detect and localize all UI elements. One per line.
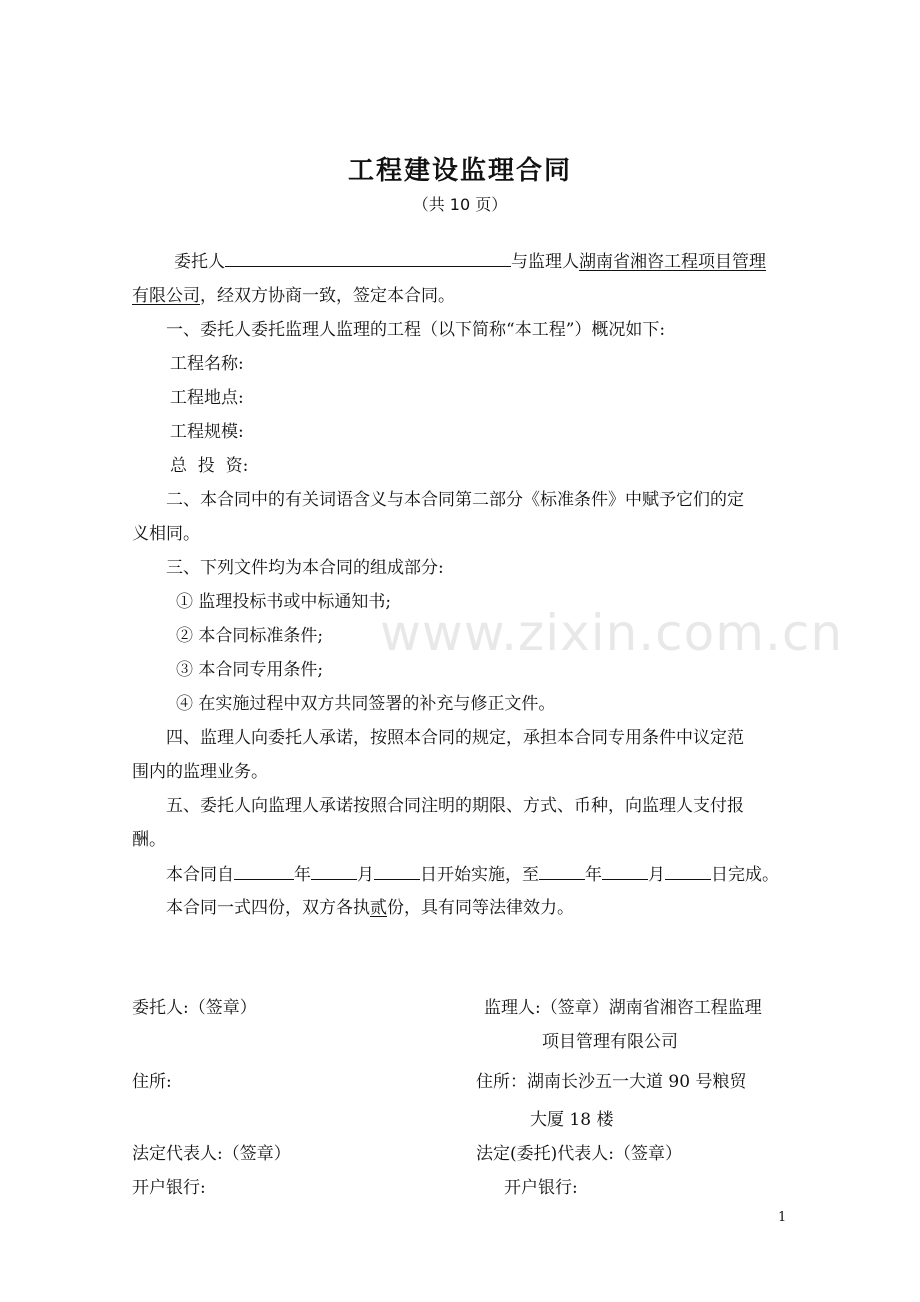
copies-count: 贰	[370, 898, 387, 918]
copies-after: 份，具有同等法律效力。	[387, 898, 574, 918]
intro-line-1	[174, 250, 766, 273]
term-end-month-label: 月	[648, 865, 665, 885]
term-end-year-label: 年	[585, 865, 602, 885]
supervisor-name-part1: 湖南省湘咨工程项目管理	[579, 252, 766, 272]
field-project-location: 工程地点:	[170, 388, 244, 408]
term-month-label: 月	[357, 865, 374, 885]
supervisor-seal-label-line-1: 监理人:（签章）湖南省湘咨工程监理	[484, 998, 762, 1018]
document-subtitle: （共 10 页）	[412, 195, 508, 214]
start-day-blank	[374, 863, 420, 880]
clause-3-item-1: ① 监理投标书或中标通知书;	[176, 592, 392, 612]
clause-5-line-2: 酬。	[132, 830, 166, 850]
client-name-blank	[225, 250, 511, 267]
clause-2-line-2: 义相同。	[132, 524, 200, 544]
copies-line	[166, 897, 574, 919]
watermark-text: www.zixin.com.cn	[380, 604, 844, 662]
intro-mid-text: 与监理人	[511, 252, 579, 272]
end-day-blank	[665, 863, 711, 880]
clause-2-line-1: 二、本合同中的有关词语含义与本合同第二部分《标准条件》中赋予它们的定	[166, 490, 744, 510]
page-number: 1	[778, 1210, 787, 1225]
client-address-label: 住所:	[132, 1072, 172, 1092]
field-total-investment: 总 投 资:	[170, 456, 249, 476]
field-project-name: 工程名称:	[170, 354, 244, 374]
supervisor-name-part2: 有限公司	[132, 286, 200, 306]
supervisor-address-line-1: 住所：湖南长沙五一大道 90 号粮贸	[476, 1072, 747, 1092]
supervisor-rep-label: 法定(委托)代表人:（签章）	[476, 1144, 682, 1164]
field-project-scale: 工程规模:	[170, 422, 244, 442]
supervisor-address-line-2: 大厦 18 楼	[530, 1110, 614, 1130]
term-year-label: 年	[294, 865, 311, 885]
clause-4-line-2: 围内的监理业务。	[132, 762, 268, 782]
clause-4-line-1: 四、监理人向委托人承诺，按照本合同的规定，承担本合同专用条件中议定范	[166, 728, 744, 748]
clause-1-heading: 一、委托人委托监理人监理的工程（以下简称“本工程”）概况如下:	[166, 320, 666, 340]
end-month-blank	[602, 863, 648, 880]
contract-term-line	[166, 863, 779, 886]
intro-line-2	[132, 285, 455, 307]
document-title: 工程建设监理合同	[347, 156, 572, 186]
clause-5-line-1: 五、委托人向监理人承诺按照合同注明的期限、方式、币种，向监理人支付报	[166, 796, 744, 816]
client-bank-label: 开户银行:	[132, 1178, 206, 1198]
client-rep-label: 法定代表人:（签章）	[132, 1144, 291, 1164]
client-label: 委托人	[174, 252, 225, 272]
clause-3-heading: 三、下列文件均为本合同的组成部分:	[166, 558, 444, 578]
supervisor-seal-label-line-2: 项目管理有限公司	[542, 1032, 678, 1052]
copies-before: 本合同一式四份，双方各执	[166, 898, 370, 918]
term-prefix: 本合同自	[166, 865, 234, 885]
supervisor-bank-label: 开户银行:	[504, 1178, 578, 1198]
term-day-start: 日开始实施，至	[420, 865, 539, 885]
clause-3-item-3: ③ 本合同专用条件;	[176, 660, 324, 680]
term-day-end: 日完成。	[711, 865, 779, 885]
start-month-blank	[311, 863, 357, 880]
intro-tail-text: ，经双方协商一致，签定本合同。	[200, 286, 455, 306]
client-seal-label: 委托人:（签章）	[132, 998, 257, 1018]
start-year-blank	[234, 863, 294, 880]
clause-3-item-2: ② 本合同标准条件;	[176, 626, 324, 646]
clause-3-item-4: ④ 在实施过程中双方共同签署的补充与修正文件。	[176, 694, 556, 714]
end-year-blank	[539, 863, 585, 880]
